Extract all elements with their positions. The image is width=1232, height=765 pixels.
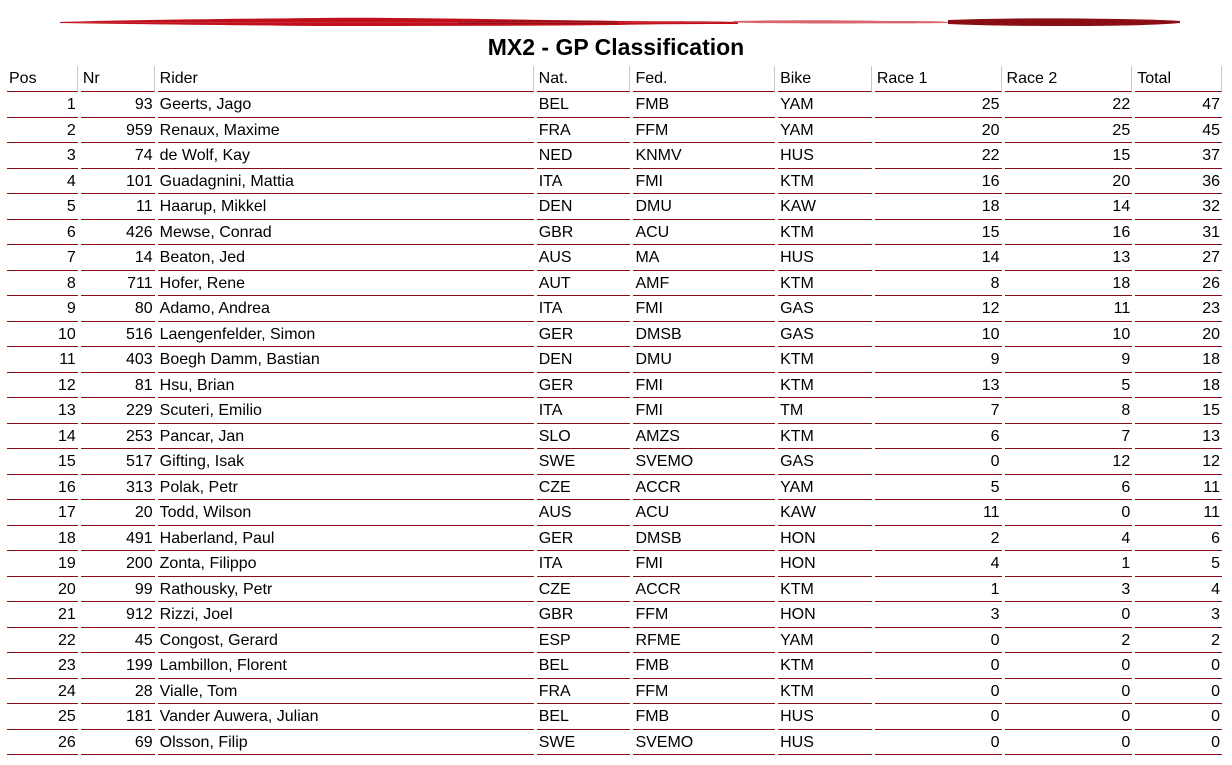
cell-pos: 21	[7, 602, 78, 628]
cell-race1: 0	[875, 704, 1002, 730]
cell-nr: 229	[81, 398, 155, 424]
cell-pos: 20	[7, 577, 78, 603]
cell-bike: KTM	[778, 271, 872, 297]
table-row	[7, 500, 1222, 526]
cell-race1: 18	[875, 194, 1002, 220]
cell-fed: FMB	[633, 653, 775, 679]
cell-rider: Beaton, Jed	[158, 245, 534, 271]
table-row	[7, 118, 1222, 144]
cell-nat: AUS	[537, 245, 631, 271]
table-row	[7, 271, 1222, 297]
cell-pos: 5	[7, 194, 78, 220]
page-title: MX2 - GP Classification	[487, 34, 745, 60]
cell-rider: Geerts, Jago	[158, 92, 534, 118]
cell-rider: Olsson, Filip	[158, 730, 534, 756]
cell-bike: YAM	[778, 475, 872, 501]
cell-fed: FMB	[633, 92, 775, 118]
cell-nr: 253	[81, 424, 155, 450]
cell-bike: KTM	[778, 169, 872, 195]
cell-race2: 0	[1005, 730, 1133, 756]
cell-pos: 22	[7, 628, 78, 654]
table-row	[7, 322, 1222, 348]
cell-nat: FRA	[537, 118, 631, 144]
cell-total: 6	[1135, 526, 1222, 552]
cell-pos: 25	[7, 704, 78, 730]
cell-nat: ITA	[537, 169, 631, 195]
cell-nat: BEL	[537, 92, 631, 118]
cell-total: 11	[1135, 475, 1222, 501]
cell-nat: SLO	[537, 424, 631, 450]
cell-total: 26	[1135, 271, 1222, 297]
cell-nat: GER	[537, 526, 631, 552]
table-row	[7, 194, 1222, 220]
cell-race1: 0	[875, 679, 1002, 705]
cell-rider: Rathousky, Petr	[158, 577, 534, 603]
cell-race1: 5	[875, 475, 1002, 501]
table-row	[7, 551, 1222, 577]
table-row	[7, 169, 1222, 195]
cell-nat: NED	[537, 143, 631, 169]
cell-total: 2	[1135, 628, 1222, 654]
cell-fed: ACCR	[633, 577, 775, 603]
cell-bike: HUS	[778, 730, 872, 756]
column-header-race2: Race 2	[1005, 66, 1133, 92]
cell-nat: CZE	[537, 577, 631, 603]
cell-fed: DMU	[633, 347, 775, 373]
cell-total: 37	[1135, 143, 1222, 169]
cell-race2: 0	[1005, 653, 1133, 679]
cell-race2: 9	[1005, 347, 1133, 373]
cell-nat: BEL	[537, 653, 631, 679]
cell-nat: DEN	[537, 194, 631, 220]
cell-total: 0	[1135, 679, 1222, 705]
table-row	[7, 245, 1222, 271]
cell-total: 31	[1135, 220, 1222, 246]
cell-total: 45	[1135, 118, 1222, 144]
cell-total: 0	[1135, 653, 1222, 679]
cell-nr: 516	[81, 322, 155, 348]
cell-rider: Mewse, Conrad	[158, 220, 534, 246]
cell-total: 18	[1135, 373, 1222, 399]
cell-nr: 491	[81, 526, 155, 552]
cell-bike: GAS	[778, 322, 872, 348]
cell-rider: Vander Auwera, Julian	[158, 704, 534, 730]
cell-fed: DMU	[633, 194, 775, 220]
cell-race2: 6	[1005, 475, 1133, 501]
cell-rider: Lambillon, Florent	[158, 653, 534, 679]
cell-total: 15	[1135, 398, 1222, 424]
cell-race1: 6	[875, 424, 1002, 450]
cell-race1: 3	[875, 602, 1002, 628]
cell-nat: AUT	[537, 271, 631, 297]
cell-fed: AMZS	[633, 424, 775, 450]
cell-fed: FMI	[633, 551, 775, 577]
cell-nr: 14	[81, 245, 155, 271]
cell-rider: Congost, Gerard	[158, 628, 534, 654]
cell-race2: 7	[1005, 424, 1133, 450]
cell-fed: FMB	[633, 704, 775, 730]
cell-pos: 16	[7, 475, 78, 501]
cell-total: 23	[1135, 296, 1222, 322]
cell-race1: 0	[875, 730, 1002, 756]
cell-nr: 81	[81, 373, 155, 399]
table-row	[7, 602, 1222, 628]
cell-pos: 13	[7, 398, 78, 424]
table-body	[7, 92, 1222, 755]
cell-race1: 11	[875, 500, 1002, 526]
cell-pos: 18	[7, 526, 78, 552]
cell-rider: Renaux, Maxime	[158, 118, 534, 144]
cell-bike: KAW	[778, 500, 872, 526]
cell-nr: 80	[81, 296, 155, 322]
cell-nr: 199	[81, 653, 155, 679]
cell-fed: DMSB	[633, 526, 775, 552]
cell-total: 3	[1135, 602, 1222, 628]
cell-bike: KTM	[778, 373, 872, 399]
cell-fed: KNMV	[633, 143, 775, 169]
cell-nat: ITA	[537, 551, 631, 577]
cell-total: 13	[1135, 424, 1222, 450]
cell-bike: YAM	[778, 118, 872, 144]
cell-total: 18	[1135, 347, 1222, 373]
cell-race1: 20	[875, 118, 1002, 144]
cell-race1: 16	[875, 169, 1002, 195]
cell-race2: 8	[1005, 398, 1133, 424]
table-row	[7, 424, 1222, 450]
red-brush-stroke-banner	[58, 14, 1182, 30]
cell-fed: FFM	[633, 118, 775, 144]
cell-fed: FMI	[633, 296, 775, 322]
table-row	[7, 373, 1222, 399]
cell-pos: 26	[7, 730, 78, 756]
cell-fed: RFME	[633, 628, 775, 654]
table-row	[7, 730, 1222, 756]
table-row	[7, 220, 1222, 246]
cell-rider: Todd, Wilson	[158, 500, 534, 526]
cell-nat: GER	[537, 373, 631, 399]
cell-pos: 19	[7, 551, 78, 577]
cell-race2: 3	[1005, 577, 1133, 603]
cell-pos: 6	[7, 220, 78, 246]
table-row	[7, 628, 1222, 654]
cell-race1: 13	[875, 373, 1002, 399]
cell-nat: GER	[537, 322, 631, 348]
column-header-nat: Nat.	[537, 66, 631, 92]
cell-nr: 74	[81, 143, 155, 169]
cell-nr: 45	[81, 628, 155, 654]
column-header-bike: Bike	[778, 66, 872, 92]
cell-rider: Haarup, Mikkel	[158, 194, 534, 220]
cell-rider: Boegh Damm, Bastian	[158, 347, 534, 373]
cell-race1: 0	[875, 449, 1002, 475]
cell-pos: 8	[7, 271, 78, 297]
table-row	[7, 577, 1222, 603]
cell-pos: 7	[7, 245, 78, 271]
cell-race1: 22	[875, 143, 1002, 169]
cell-pos: 4	[7, 169, 78, 195]
cell-total: 32	[1135, 194, 1222, 220]
cell-race2: 11	[1005, 296, 1133, 322]
cell-nr: 93	[81, 92, 155, 118]
cell-nat: GBR	[537, 602, 631, 628]
cell-race1: 14	[875, 245, 1002, 271]
cell-nat: ITA	[537, 296, 631, 322]
cell-bike: YAM	[778, 92, 872, 118]
cell-race2: 15	[1005, 143, 1133, 169]
cell-nr: 69	[81, 730, 155, 756]
table-row	[7, 526, 1222, 552]
cell-nr: 20	[81, 500, 155, 526]
cell-rider: Hofer, Rene	[158, 271, 534, 297]
table-row	[7, 92, 1222, 118]
cell-nr: 426	[81, 220, 155, 246]
cell-rider: Vialle, Tom	[158, 679, 534, 705]
cell-fed: FMI	[633, 398, 775, 424]
cell-pos: 14	[7, 424, 78, 450]
cell-race1: 0	[875, 653, 1002, 679]
table-row	[7, 398, 1222, 424]
cell-nat: ITA	[537, 398, 631, 424]
cell-nr: 403	[81, 347, 155, 373]
cell-total: 0	[1135, 704, 1222, 730]
cell-fed: MA	[633, 245, 775, 271]
cell-pos: 3	[7, 143, 78, 169]
classification-table	[7, 66, 1222, 755]
cell-race2: 5	[1005, 373, 1133, 399]
cell-fed: FMI	[633, 169, 775, 195]
cell-total: 20	[1135, 322, 1222, 348]
cell-pos: 11	[7, 347, 78, 373]
cell-nr: 200	[81, 551, 155, 577]
cell-rider: Zonta, Filippo	[158, 551, 534, 577]
cell-bike: KTM	[778, 424, 872, 450]
table-row	[7, 347, 1222, 373]
cell-rider: Rizzi, Joel	[158, 602, 534, 628]
cell-pos: 2	[7, 118, 78, 144]
cell-bike: GAS	[778, 296, 872, 322]
cell-race1: 7	[875, 398, 1002, 424]
cell-rider: Hsu, Brian	[158, 373, 534, 399]
cell-race2: 16	[1005, 220, 1133, 246]
cell-fed: FFM	[633, 602, 775, 628]
cell-pos: 12	[7, 373, 78, 399]
cell-bike: KTM	[778, 679, 872, 705]
column-header-rider: Rider	[158, 66, 534, 92]
cell-race2: 20	[1005, 169, 1133, 195]
table-row	[7, 679, 1222, 705]
cell-total: 36	[1135, 169, 1222, 195]
cell-race2: 12	[1005, 449, 1133, 475]
cell-total: 27	[1135, 245, 1222, 271]
cell-race2: 22	[1005, 92, 1133, 118]
cell-race1: 1	[875, 577, 1002, 603]
cell-pos: 1	[7, 92, 78, 118]
cell-race2: 0	[1005, 602, 1133, 628]
cell-nat: CZE	[537, 475, 631, 501]
column-header-fed: Fed.	[633, 66, 775, 92]
cell-fed: SVEMO	[633, 449, 775, 475]
cell-nr: 11	[81, 194, 155, 220]
cell-fed: FMI	[633, 373, 775, 399]
cell-bike: HON	[778, 602, 872, 628]
column-header-total: Total	[1135, 66, 1222, 92]
cell-bike: HON	[778, 551, 872, 577]
cell-race2: 1	[1005, 551, 1133, 577]
column-header-nr: Nr	[81, 66, 155, 92]
cell-race2: 13	[1005, 245, 1133, 271]
cell-pos: 17	[7, 500, 78, 526]
cell-total: 5	[1135, 551, 1222, 577]
cell-bike: KAW	[778, 194, 872, 220]
cell-rider: Guadagnini, Mattia	[158, 169, 534, 195]
cell-nat: AUS	[537, 500, 631, 526]
cell-race2: 0	[1005, 679, 1133, 705]
cell-pos: 24	[7, 679, 78, 705]
cell-bike: KTM	[778, 347, 872, 373]
cell-race2: 14	[1005, 194, 1133, 220]
cell-race2: 2	[1005, 628, 1133, 654]
cell-nr: 711	[81, 271, 155, 297]
cell-pos: 10	[7, 322, 78, 348]
cell-nat: SWE	[537, 449, 631, 475]
cell-bike: HUS	[778, 143, 872, 169]
table-row	[7, 449, 1222, 475]
cell-nat: ESP	[537, 628, 631, 654]
cell-race1: 4	[875, 551, 1002, 577]
cell-rider: Scuteri, Emilio	[158, 398, 534, 424]
cell-nat: FRA	[537, 679, 631, 705]
cell-race2: 0	[1005, 704, 1133, 730]
table-row	[7, 704, 1222, 730]
table-row	[7, 475, 1222, 501]
cell-fed: ACCR	[633, 475, 775, 501]
cell-rider: Haberland, Paul	[158, 526, 534, 552]
cell-bike: GAS	[778, 449, 872, 475]
cell-nr: 959	[81, 118, 155, 144]
cell-race1: 8	[875, 271, 1002, 297]
cell-bike: HUS	[778, 704, 872, 730]
cell-race2: 10	[1005, 322, 1133, 348]
cell-rider: Adamo, Andrea	[158, 296, 534, 322]
cell-nat: GBR	[537, 220, 631, 246]
column-header-race1: Race 1	[875, 66, 1002, 92]
cell-race1: 9	[875, 347, 1002, 373]
cell-bike: HUS	[778, 245, 872, 271]
cell-nat: SWE	[537, 730, 631, 756]
cell-race1: 10	[875, 322, 1002, 348]
cell-nr: 313	[81, 475, 155, 501]
cell-nr: 517	[81, 449, 155, 475]
cell-total: 0	[1135, 730, 1222, 756]
cell-bike: KTM	[778, 653, 872, 679]
cell-fed: FFM	[633, 679, 775, 705]
cell-race2: 4	[1005, 526, 1133, 552]
cell-nat: DEN	[537, 347, 631, 373]
cell-pos: 23	[7, 653, 78, 679]
cell-race2: 0	[1005, 500, 1133, 526]
cell-bike: KTM	[778, 220, 872, 246]
column-header-pos: Pos	[7, 66, 78, 92]
cell-total: 47	[1135, 92, 1222, 118]
table-row	[7, 143, 1222, 169]
cell-rider: Gifting, Isak	[158, 449, 534, 475]
cell-rider: Laengenfelder, Simon	[158, 322, 534, 348]
table-row	[7, 653, 1222, 679]
cell-pos: 9	[7, 296, 78, 322]
cell-race1: 2	[875, 526, 1002, 552]
cell-rider: de Wolf, Kay	[158, 143, 534, 169]
table-header-row	[7, 66, 1222, 92]
cell-nr: 99	[81, 577, 155, 603]
cell-total: 4	[1135, 577, 1222, 603]
cell-pos: 15	[7, 449, 78, 475]
cell-rider: Pancar, Jan	[158, 424, 534, 450]
cell-race2: 18	[1005, 271, 1133, 297]
cell-bike: HON	[778, 526, 872, 552]
cell-fed: SVEMO	[633, 730, 775, 756]
cell-race1: 15	[875, 220, 1002, 246]
cell-fed: ACU	[633, 500, 775, 526]
cell-race1: 0	[875, 628, 1002, 654]
cell-race1: 25	[875, 92, 1002, 118]
cell-fed: ACU	[633, 220, 775, 246]
cell-total: 11	[1135, 500, 1222, 526]
cell-nr: 101	[81, 169, 155, 195]
cell-nat: BEL	[537, 704, 631, 730]
cell-nr: 912	[81, 602, 155, 628]
cell-fed: DMSB	[633, 322, 775, 348]
cell-race2: 25	[1005, 118, 1133, 144]
cell-bike: KTM	[778, 577, 872, 603]
cell-nr: 181	[81, 704, 155, 730]
cell-rider: Polak, Petr	[158, 475, 534, 501]
cell-bike: TM	[778, 398, 872, 424]
cell-fed: AMF	[633, 271, 775, 297]
cell-bike: YAM	[778, 628, 872, 654]
table-row	[7, 296, 1222, 322]
cell-nr: 28	[81, 679, 155, 705]
cell-race1: 12	[875, 296, 1002, 322]
cell-total: 12	[1135, 449, 1222, 475]
